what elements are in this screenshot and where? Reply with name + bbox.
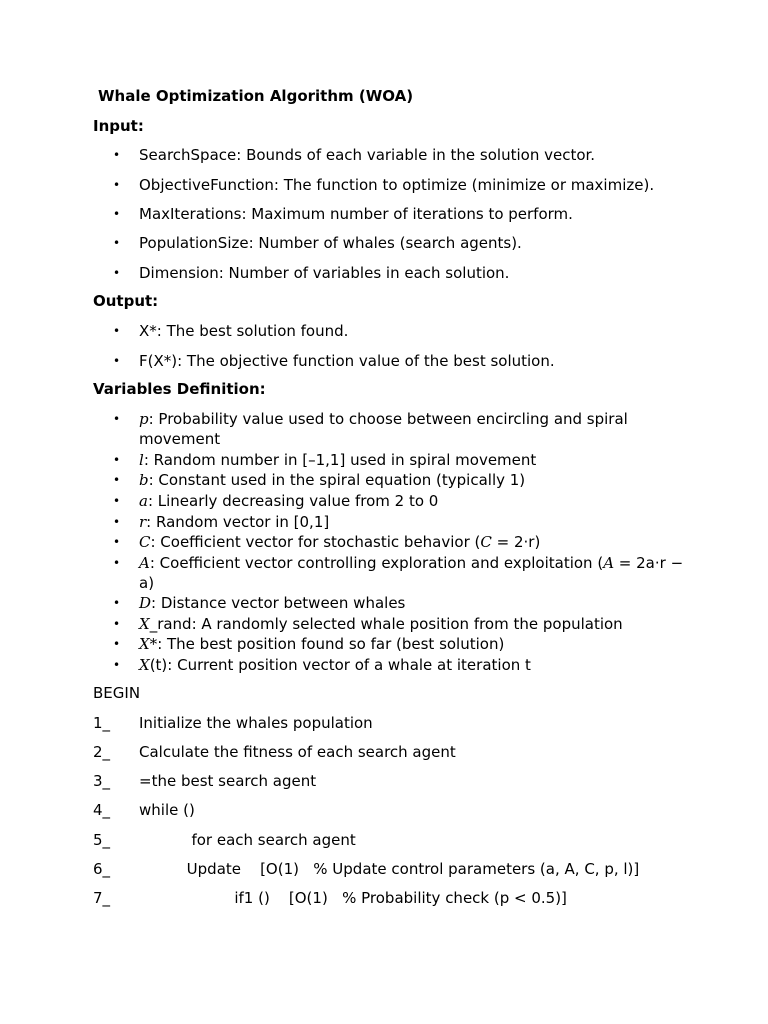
step-number: 6_: [93, 860, 111, 878]
variable-symbol: X*: [139, 635, 158, 653]
begin-keyword: BEGIN: [93, 684, 141, 702]
input-heading: Input:: [93, 117, 144, 135]
step-number: 2_: [93, 743, 111, 761]
variable-item-x-rand: [113, 614, 699, 634]
variable-description: : Coefficient vector for stochastic behavior (: [150, 533, 481, 551]
variable-symbol: l: [139, 451, 144, 469]
variable-symbol: a: [139, 492, 148, 510]
output-item: • F(X*): The objective function value of the best solution.: [113, 351, 699, 371]
variable-symbol: p: [139, 410, 149, 428]
variable-item-c: [113, 532, 699, 552]
variable-symbol: X: [139, 656, 150, 674]
variable-item-x-t: [113, 655, 699, 675]
variable-description: (t): Current position vector of a whale at iteration t: [149, 656, 531, 674]
output-heading: Output:: [93, 292, 159, 310]
input-item: • SearchSpace: Bounds of each variable in the solution vector.: [113, 145, 699, 165]
pseudocode-step: [93, 860, 639, 878]
variable-description-tail: = 2·r): [491, 533, 541, 551]
step-text: if1 () [O(1) % Probability check (p < 0.5)]: [139, 889, 567, 907]
variable-symbol: X: [139, 615, 150, 633]
variable-item-b: [113, 470, 699, 490]
pseudocode-step: [93, 831, 356, 849]
variables-heading: Variables Definition:: [93, 380, 266, 398]
variable-item-a: [113, 491, 699, 511]
step-number: 4_: [93, 801, 111, 819]
input-item: • MaxIterations: Maximum number of iterations to perform.: [113, 204, 699, 224]
pseudocode-step: [93, 889, 567, 907]
pseudocode-step: [93, 772, 316, 790]
document-title: Whale Optimization Algorithm (WOA): [98, 87, 414, 105]
input-item: • PopulationSize: Number of whales (search agents).: [113, 233, 699, 253]
step-text: for each search agent: [139, 831, 356, 849]
variable-description: : Constant used in the spiral equation (typically 1): [148, 471, 526, 489]
step-text: while (): [139, 801, 195, 819]
variable-description: : Distance vector between whales: [151, 594, 406, 612]
variable-symbol: A: [139, 554, 150, 572]
variable-item-l: [113, 450, 699, 470]
variable-description-tail: = 2a·r − a): [139, 554, 684, 592]
pseudocode-step: [93, 714, 373, 732]
step-text: Update [O(1) % Update control parameters (a, A, C, p, l)]: [139, 860, 640, 878]
input-item: • Dimension: Number of variables in each solution.: [113, 263, 699, 283]
variable-item-p: [113, 409, 699, 449]
pseudocode-step: [93, 801, 195, 819]
variable-symbol: b: [139, 471, 149, 489]
variable-item-r: [113, 512, 699, 532]
step-number: 1_: [93, 714, 111, 732]
variable-symbol-inline: C: [480, 533, 492, 551]
variable-item-x-star: [113, 634, 699, 654]
variable-description: : Linearly decreasing value from 2 to 0: [147, 492, 439, 510]
input-item: • ObjectiveFunction: The function to optimize (minimize or maximize).: [113, 175, 699, 195]
variable-description: : Random number in [–1,1] used in spiral movement: [143, 451, 537, 469]
variable-symbol: C: [139, 533, 151, 551]
variable-symbol: D: [139, 594, 152, 612]
step-number: 7_: [93, 889, 111, 907]
output-item: • X*: The best solution found.: [113, 321, 699, 341]
step-text: Calculate the fitness of each search agent: [139, 743, 456, 761]
variable-description: _rand: A randomly selected whale position from the population: [149, 615, 623, 633]
variable-description: : Random vector in [0,1]: [146, 513, 330, 531]
step-text: =the best search agent: [139, 772, 317, 790]
pseudocode-step: [93, 743, 456, 761]
step-number: 3_: [93, 772, 111, 790]
variable-description: : Probability value used to choose between encircling and spiral movement: [139, 410, 628, 448]
step-number: 5_: [93, 831, 111, 849]
step-text: Initialize the whales population: [139, 714, 373, 732]
variable-description: : The best position found so far (best solution): [157, 635, 505, 653]
variable-item-d: [113, 593, 699, 613]
variable-description: : Coefficient vector controlling exploration and exploitation (: [149, 554, 604, 572]
variable-symbol: r: [139, 513, 147, 531]
variable-symbol-inline: A: [603, 554, 615, 572]
variable-item-a-vector: [113, 553, 699, 593]
